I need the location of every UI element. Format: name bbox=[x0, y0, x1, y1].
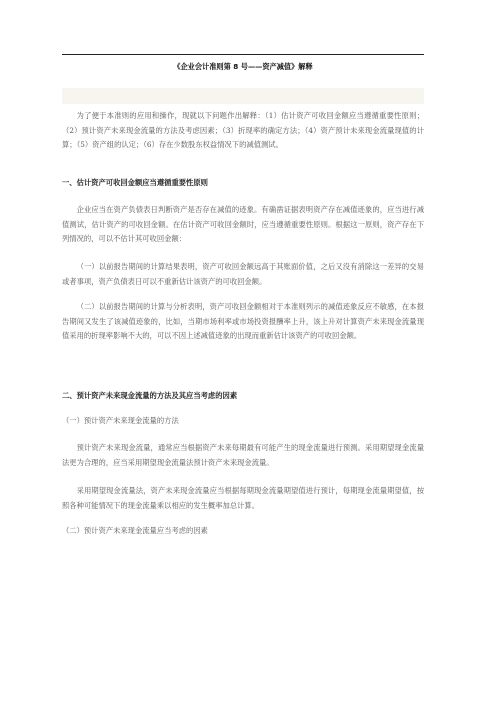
section-2-heading: 二、预计资产未来现金流量的方法及其应当考虑的因素 bbox=[62, 391, 238, 400]
section-1-paragraph-1: 企业应当在资产负债表日判断资产是否存在减值的迹象。有确凿证据表明资产存在减值迹象的，应当进行减值测试，估计资产的可收回金额。在估计资产可收回金额时，应当遵循重要性原则。根据这一原则，资产存在下列情况的，可以不估计其可收回金额： bbox=[62, 205, 424, 244]
section-1-heading: 一、估计资产可收回金额应当遵循重要性原则 bbox=[62, 178, 208, 187]
top-rule bbox=[62, 54, 424, 55]
intro-paragraph: 为了便于本准则的应用和操作，现就以下问题作出解释：（1）估计资产可收回金额应当遵循重要性原则；（2）预计资产未来现金流量的方法及考虑因素；（3）折现率的确定方法；（4）资产预计未来现金流量现值的计算；（5）资产组的认定；（6）存在少数股东权益情况下的减值测试。 bbox=[62, 111, 424, 150]
highlight-band bbox=[62, 88, 424, 104]
section-2-subheading-2: （二）预计资产未来现金流量应当考虑的因素 bbox=[62, 526, 208, 535]
section-2-subheading-1: （一）预计资产未来现金流量的方法 bbox=[62, 416, 179, 425]
section-2-paragraph-1: 预计资产未来现金流量，通常应当根据资产未来每期最有可能产生的现金流量进行预测。采用期望现金流量法更为合理的，应当采用期望现金流量法预计资产未来现金流量。 bbox=[62, 443, 424, 467]
document-title: 《企业会计准则第 8 号——资产减值》解释 bbox=[173, 62, 313, 71]
section-1-paragraph-3: （二）以前报告期间的计算与分析表明，资产可收回金额相对于本准则列示的减值迹象反应不敏感，在本报告期间又发生了该减值迹象的，比如，当期市场利率或市场投资报酬率上升，该上升对计算资产未来现金流量现值采用的折现率影响不大的，可以不因上述减值迹象的出现而重新估计该资产的可收回金额。 bbox=[62, 302, 424, 341]
section-1-paragraph-2: （一）以前报告期间的计算结果表明，资产可收回金额远高于其账面价值，之后又没有消除这一差异的交易或者事项，资产负债表日可以不重新估计该资产的可收回金额。 bbox=[62, 262, 424, 286]
section-2-paragraph-2: 采用期望现金流量法，资产未来现金流量应当根据每期现金流量期望值进行预计，每期现金流量期望值，按照各种可能情况下的现金流量乘以相应的发生概率加总计算。 bbox=[62, 486, 424, 510]
